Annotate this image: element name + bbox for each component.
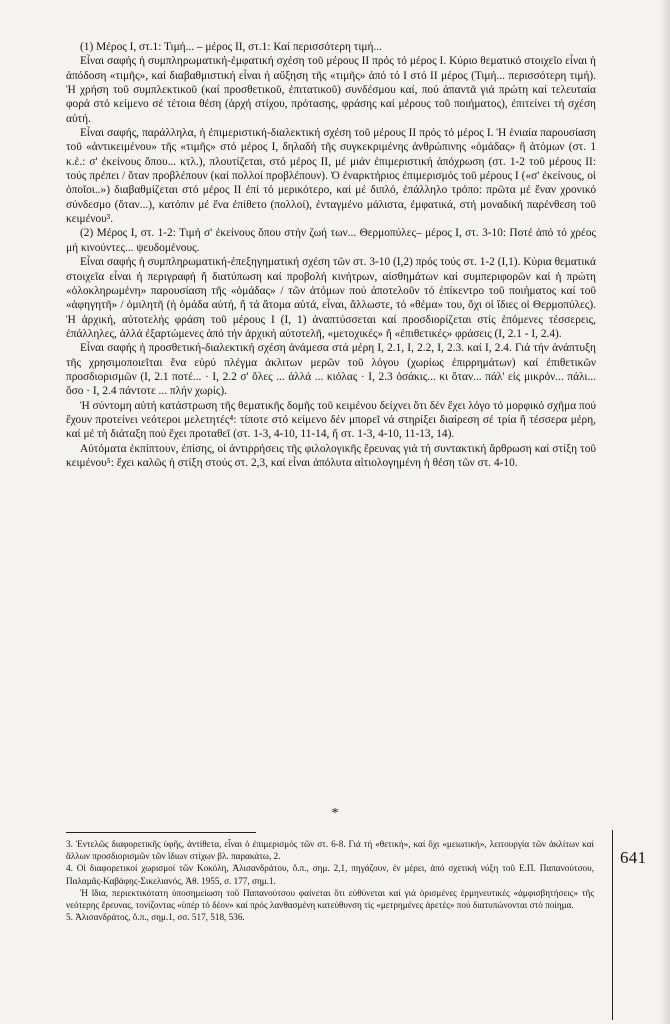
footnotes bbox=[66, 838, 594, 923]
main-text bbox=[66, 40, 596, 470]
footnote-rule bbox=[66, 832, 256, 833]
footnote: Ἡ ἴδια, περιεκτικότατη ὑποσημείωση τοῦ Παπανούτσου φαίνεται ὅτι εὐθύνεται καί γιά ὁρισμένες ἑρμηνευτικές «ἀμφισβητήσεις» τῆς νεότερης ἔρευνας, τονίζοντας «ὑπέρ τό δέον» καί πρός λανθασμένη κατεύθυνση τίς «μετρημένες ἀρετές» πού διατυπώνονται στό ποίημα. bbox=[66, 887, 594, 911]
paragraph: Εἶναι σαφής ἡ προσθετική-διαλεκτική σχέση ἀνάμεσα στά μέρη Ι, 2.1, Ι, 2.2, Ι, 2.3. καί Ι, 2.4. Γιά τήν ἀνάπτυξη τῆς χρησιμοποιεῖται ἕνα εὐρύ πλέγμα ἀκλιτων μερῶν τοῦ λόγου (χωρίως ἐπιρρημάτων) καί ἐπιθετικῶν προσδιορισμῶν (Ι, 2.1 ποτέ... · Ι, 2.2 σ' ὅλες ... ἀλλά ... κιόλας · Ι, 2.3 ὁσάκις... κι ὅταν... πάλ' εἰς μικρόν... πάλι... ὅσο · Ι, 2.4 πάντοτε ... πλήν χωρίς). bbox=[66, 342, 596, 398]
page-number: 641 bbox=[620, 848, 647, 867]
paragraph: Εἶναι σαφής, παράλληλα, ἡ ἐπιμεριστική-διαλεκτική σχέση τοῦ μέρους ΙΙ πρός τό μέρος Ι. Ἡ ἑνιαία παρουσίαση τοῦ «ἀντικειμένου» τῆς «τιμῆς» στό μέρος Ι, δηλαδή τῆς συγκεκριμένης ἀνθρώπινης «ὁμάδας» ἤ ἀτόμων (στ. 1 κ.ἑ.: σ' ἐκείνους ὅπου... κτλ.), πλουτίζεται, στό μέρος ΙΙ, μέ μιάν ἐπιμεριστική ἀπόχρωση (στ. 1-2 τοῦ μέρους ΙΙ: τούς πρέπει / ὅταν προβλέπουν (καί πολλοί προβλέπουν). Ὁ ἐναρκτήριος ἐπιμερισμός τοῦ μέρους Ι («σ' ἐκείνους, οἱ ὁποῖοι..») διαβαθμίζεται στό μέρος ΙΙ ἐπί τό μερικότερο, καί μέ διπλό, ἐπάλληλο τρόπο: πρῶτα μέ ἕναν χρονικό σύνδεσμο (ὅταν...), κατόπιν μέ ἕνα ἐπίθετο (πολλοί), ἐνταγμένο μάλιστα, ἐμφατικά, στή μοναδική παρένθεση τοῦ κειμένου³. bbox=[66, 127, 596, 226]
footnote: 3. Ἐντελῶς διαφορετικῆς ὑφῆς, ἀντίθετα, εἶναι ὁ ἐπιμερισμός τῶν στ. 6-8. Γιά τή «θετική», καί ὄχι «μειωτική», λειτουργία τῶν ἀκλίτων καί ἄλλων προσδιορισμῶν τῶν ἴδιων στίχων βλ. παρακάτω, 2. bbox=[66, 839, 594, 862]
page-edge-shadow bbox=[660, 0, 670, 1024]
paragraph: Ἡ σύντομη αὐτή κατάστρωση τῆς θεματικῆς δομῆς τοῦ κειμένου δείχνει ὅτι δέν ἔχει λόγο τό μορφικό σχῆμα πού ἔχουν προτείνει νεότεροι μελετητές⁴: τίποτε στό κείμενο δέν μπορεῖ νά στηρίξει διαίρεση σέ τρία ἤ τέσσερα μέρη, καί μέ τή διάταξη πού ἔχει προταθεῖ (στ. 1-3, 4-10, 11-14, ἤ στ. 1-3, 4-10, 11-13, 14). bbox=[66, 399, 596, 441]
section-heading: (2) Μέρος Ι, στ. 1-2: Τιμή σ' ἐκείνους ὅπου στήν ζωή των... Θερμοπύλες– μέρος Ι, στ. 3-10: Ποτέ ἀπό τό χρέος μή κινούντες... ψευδομένους. bbox=[66, 227, 596, 254]
section-separator: * bbox=[331, 806, 339, 821]
section-heading: (1) Μέρος Ι, στ.1: Τιμή... – μέρος ΙΙ, στ.1: Καί περισσότερη τιμή... bbox=[80, 41, 382, 53]
footnote: 5. Ἀλισανδράτος, ὅ.π., σημ.1, σσ. 517, 518, 536. bbox=[66, 912, 245, 923]
footnote: 4. Οἱ διαφορετικοί χωρισμοί τῶν Κοκόλη, Ἀλισανδράτου, ὅ.π., σημ. 2,1, πηγάζουν, ἐν μέρει, ἀπό σχετική νύξη τοῦ Ε.Π. Παπανούτσου, Παλαμᾶς-Καβάφης-Σικελιανός, Ἀθ. 1955, σ. 177, σημ.1. bbox=[66, 863, 594, 886]
paragraph: Αὐτόματα ἐκπίπτουν, ἐπίσης, οἱ ἀντιρρήσεις τῆς φιλολογικῆς ἔρευνας γιά τή συντακτική ἄρθρωση καί στίξη τοῦ κειμένου⁵: ἔχει καλῶς ἡ στίξη στούς στ. 2,3, καί εἶναι ἀπόλυτα αἰτιολογημένη ἡ θέση τῶν στ. 4-10. bbox=[66, 442, 596, 469]
paragraph: Εἶναι σαφής ἡ συμπληρωματική-ἐπεξηγηματική σχέση τῶν στ. 3-10 (Ι,2) πρός τούς στ. 1-2 (Ι,1). Κύρια θεματικά στοιχεῖα εἶναι ἡ περιγραφή ἤ διατύπωση καί προβολή κινήτρων, αἰσθημάτων καί συμπεριφορῶν καί ἡ πρώτη «ὁλοκληρωμένη» παρουσίαση τῆς «ὁμάδας» / τῶν ἀτόμων πού ἀποτελοῦν τό ἐπίκεντρο τοῦ ποιήματος καί τοῦ «ἀφηγητῆ» / ὁμιλητῆ (ἡ ὁμάδα αὐτή, ἤ τά ἄτομα αὐτά, εἶναι, ἄλλωστε, τό «θέμα» του, ὄχι οἱ ἴδιες οἱ Θερμοπύλες). Ἡ ἀρχική, αὐτοτελής φράση τοῦ μέρους Ι (Ι, 1) ἀναπτύσσεται καί προσδιορίζεται στίς ἑπόμενες τέσσερεις, ἐπάλληλες, ἀλλά ἐξαρτώμενες ἀπό τήν ἀρχική αὐτοτελῆ, «μετοχικές» ἤ «ἐπιθετικές» φράσεις (Ι, 2.1 - Ι, 2.4). bbox=[66, 256, 596, 340]
paragraph: Εἶναι σαφής ἡ συμπληρωματική-ἐμφατική σχέση τοῦ μέρους ΙΙ πρός τό μέρος Ι. Κύριο θεματικό στοιχεῖο εἶναι ἡ ἀπόδοση «τιμῆς», καί διαβαθμιστική εἶναι ἡ αὔξηση τῆς «τιμῆς» ἀπό τό Ι στό ΙΙ μέρος (Τιμή... περισσότερη τιμή). Ἡ χρήση τοῦ συμπλεκτικοῦ (καί προσθετικοῦ, ἐπιτατικοῦ) συνδέσμου καί, πού ἀπαντᾶ γιά πρώτη καί τελευταία φορά στό κείμενο σέ τέτοια θέση (ἀρχή στίχου, πρότασης, φράσης καί μέρους τοῦ ποιήματος), ἐπιτείνει τή σχέση αὐτή. bbox=[66, 55, 596, 125]
